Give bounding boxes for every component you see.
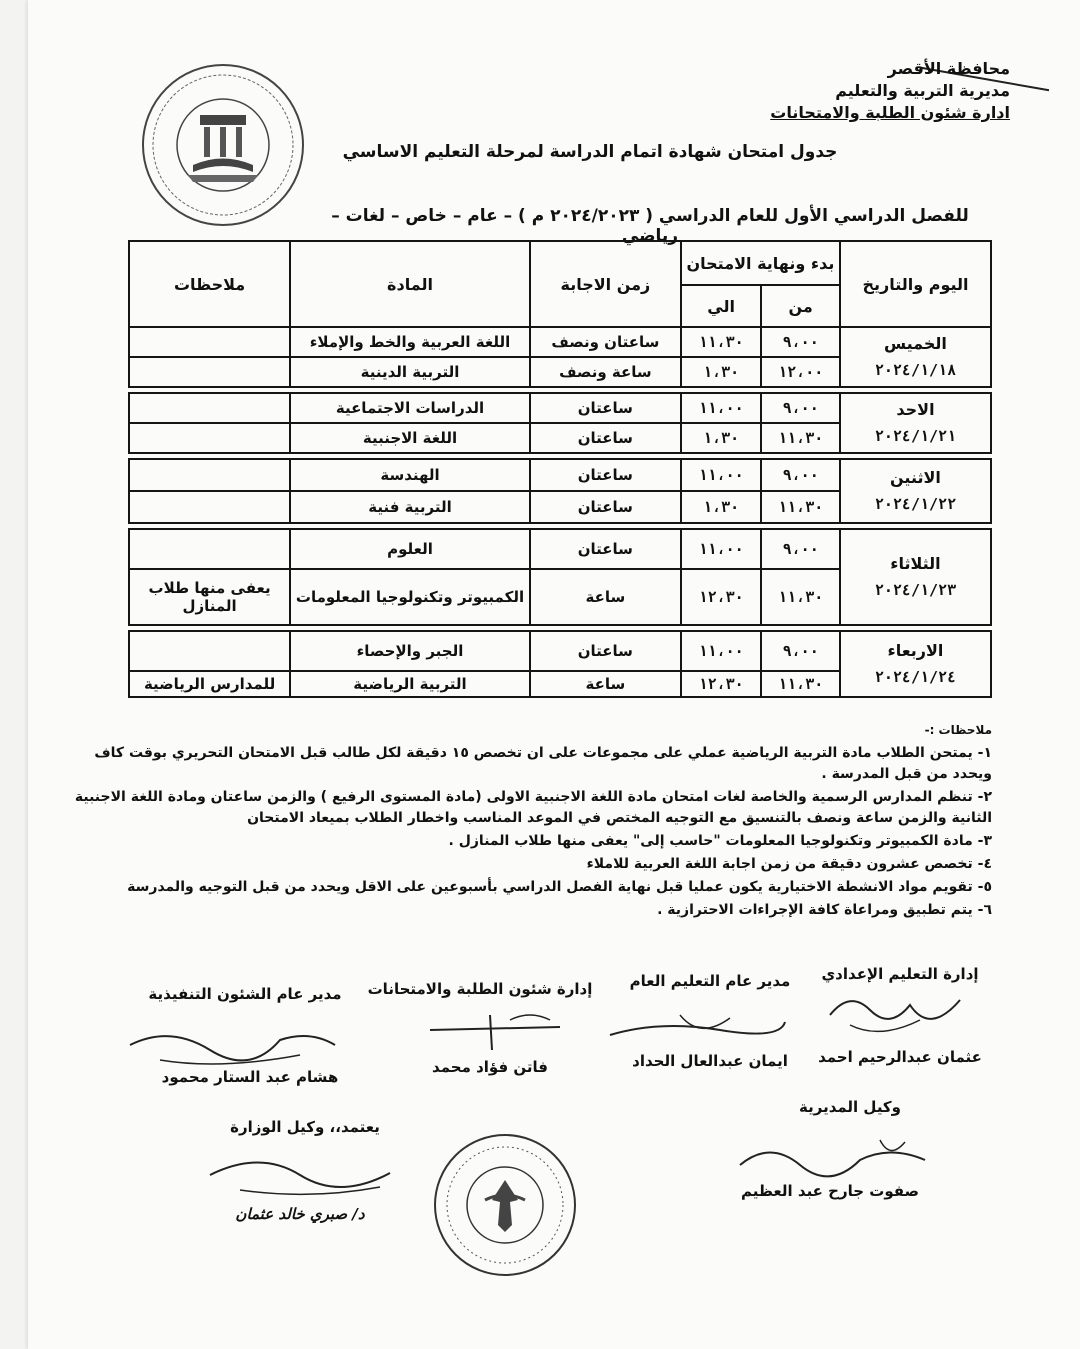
subject: اللغة الاجنبية [290, 423, 530, 453]
end-time: ١١،٣٠ [681, 327, 762, 357]
col-header-duration: زمن الاجابة [530, 241, 681, 327]
handwritten-signature-icon [420, 1005, 570, 1055]
exam-date: ٢٠٢٤/١/٢١ [874, 427, 957, 445]
duration: ساعتان [530, 529, 681, 569]
note-item: ٣- مادة الكمبيوتر وتكنولوجيا المعلومات "حاسب إلى" يعفى منها طلاب المنازل . [448, 833, 992, 849]
start-time: ١١،٣٠ [761, 671, 840, 697]
end-time: ١٢،٣٠ [681, 671, 762, 697]
exam-date: ٢٠٢٤/١/٢٣ [874, 581, 957, 599]
start-time: ١١،٣٠ [761, 423, 840, 453]
notes-cell [129, 631, 290, 671]
issuer-header [690, 58, 1010, 124]
table-header-row [129, 241, 991, 285]
signatory-name: هشام عبد الستار محمود [161, 1068, 339, 1086]
end-time: ١،٣٠ [681, 357, 762, 387]
exam-term-subtitle: للفصل الدراسي الأول للعام الدراسي ( ٢٠٢٤/٢٠٢٣ م ) – عام – خاص – لغات – رياضي [331, 206, 969, 246]
duration: ساعتان ونصف [530, 327, 681, 357]
exam-schedule-table [128, 240, 992, 698]
notes-cell [129, 393, 290, 423]
col-header-to: الي [681, 285, 762, 327]
duration: ساعتان [530, 491, 681, 523]
end-time: ١١،٠٠ [681, 631, 762, 671]
duration: ساعتان [530, 459, 681, 491]
col-header-day-date: اليوم والتاريخ [840, 241, 991, 327]
start-time: ١١،٣٠ [761, 491, 840, 523]
notes-cell [129, 459, 290, 491]
subject: التربية الرياضية [290, 671, 530, 697]
signature-title: إدارة التعليم الإعدادي [821, 965, 979, 983]
notes-cell: يعفى منها طلاب المنازل [129, 569, 290, 625]
duration: ساعتان [530, 423, 681, 453]
signatory-name: ايمان عبدالعال الحداد [632, 1052, 788, 1070]
handwritten-signature-icon [600, 1000, 790, 1050]
exam-date: ٢٠٢٤/١/٢٢ [874, 495, 957, 513]
col-header-start-end: بدء ونهاية الامتحان [681, 241, 840, 285]
end-time: ١١،٠٠ [681, 393, 762, 423]
duration: ساعتان [530, 631, 681, 671]
notes-cell [129, 491, 290, 523]
table-row [129, 529, 991, 569]
table-row [129, 631, 991, 671]
directorate-name: مديرية التربية والتعليم [835, 81, 1010, 100]
exam-schedule-title: جدول امتحان شهادة اتمام الدراسة لمرحلة التعليم الاساسي [342, 142, 838, 162]
day-name: الاربعاء [887, 641, 944, 660]
governorate-name: محافظة الأقصر [887, 59, 1010, 78]
note-item: ٢- تنظم المدارس الرسمية والخاصة لغات امتحان مادة اللغة الاجنبية الاولى (مادة المستوى الرفيع ) والزمن ساعتان ومادة اللغة الاجنبية الثانية والزمن ساعة ونصف بالتنسيق مع التوجيه المختص في الموعد المناسب واخطار الطلاب بميعاد الامتحان [74, 789, 992, 826]
subject: الكمبيوتر وتكنولوجيا المعلومات [290, 569, 530, 625]
note-item: ١- يمتحن الطلاب مادة التربية الرياضية عملي على مجموعات على ان تخصص ١٥ دقيقة لكل طالب قبل الامتحان التحريري بوقت كاف ويحدد من قبل المدرسة . [94, 745, 992, 782]
note-item: ٥- تقويم مواد الانشطة الاختيارية يكون عمليا قبل نهاية الفصل الدراسي بأسبوعين على الاقل ويحدد من قبل التوجيه والمدرسة [127, 879, 992, 895]
end-time: ١،٣٠ [681, 423, 762, 453]
subject: اللغة العربية والخط والإملاء [290, 327, 530, 357]
day-cell [840, 393, 991, 453]
subject: التربية فنية [290, 491, 530, 523]
table-row [129, 327, 991, 357]
col-header-from: من [761, 285, 840, 327]
subject: الهندسة [290, 459, 530, 491]
subject: التربية الدينية [290, 357, 530, 387]
day-cell [840, 327, 991, 387]
notes-cell [129, 357, 290, 387]
col-header-subject: المادة [290, 241, 530, 327]
subject: الجبر والإحصاء [290, 631, 530, 671]
start-time: ٩،٠٠ [761, 393, 840, 423]
day-name: الثلاثاء [890, 554, 941, 573]
subject: الدراسات الاجتماعية [290, 393, 530, 423]
signature-title: مدير عام التعليم العام [629, 972, 791, 990]
notes-cell [129, 529, 290, 569]
subject: العلوم [290, 529, 530, 569]
deputy-name: صفوت جارح عبد العظيم [740, 1182, 920, 1200]
handwritten-signature-icon [200, 1145, 400, 1205]
signatory-name: فاتن فؤاد محمد [432, 1058, 548, 1076]
notes-section [62, 720, 992, 923]
start-time: ٩،٠٠ [761, 529, 840, 569]
ministry-name: د/ صبري خالد عثمان [235, 1205, 365, 1223]
day-cell [840, 459, 991, 523]
duration: ساعة [530, 569, 681, 625]
day-cell [840, 529, 991, 625]
start-time: ١٢،٠٠ [761, 357, 840, 387]
directorate-logo-icon [138, 60, 308, 230]
end-time: ١١،٠٠ [681, 529, 762, 569]
notes-cell [129, 327, 290, 357]
table-row [129, 459, 991, 491]
day-name: الاثنين [890, 468, 941, 487]
duration: ساعتان [530, 393, 681, 423]
start-time: ٩،٠٠ [761, 459, 840, 491]
notes-cell: للمدارس الرياضية [129, 671, 290, 697]
day-name: الاحد [896, 400, 935, 419]
signature-title: مدير عام الشئون التنفيذية [148, 985, 342, 1003]
signatory-name: عثمان عبدالرحيم احمد [818, 1048, 982, 1066]
deputy-title: وكيل المديرية [799, 1098, 901, 1116]
col-header-notes: ملاحظات [129, 241, 290, 327]
signature-title: إدارة شئون الطلبة والامتحانات [367, 980, 593, 998]
handwritten-signature-icon [730, 1130, 930, 1185]
end-time: ١،٣٠ [681, 491, 762, 523]
end-time: ١١،٠٠ [681, 459, 762, 491]
table-row [129, 393, 991, 423]
duration: ساعة ونصف [530, 357, 681, 387]
start-time: ١١،٣٠ [761, 569, 840, 625]
start-time: ٩،٠٠ [761, 631, 840, 671]
duration: ساعة [530, 671, 681, 697]
notes-cell [129, 423, 290, 453]
department-name: ادارة شئون الطلبة والامتحانات [770, 103, 1010, 122]
note-item: ٦- يتم تطبيق ومراعاة كافة الإجراءات الاحترازية . [657, 902, 992, 918]
handwritten-signature-icon [120, 1015, 340, 1070]
handwritten-signature-icon [820, 985, 970, 1045]
start-time: ٩،٠٠ [761, 327, 840, 357]
ministry-title: يعتمد،، وكيل الوزارة [230, 1118, 380, 1136]
end-time: ١٢،٣٠ [681, 569, 762, 625]
notes-heading: ملاحظات :- [924, 723, 992, 737]
official-stamp-icon [430, 1130, 580, 1280]
note-item: ٤- تخصص عشرون دقيقة من زمن اجابة اللغة العربية للاملاء [586, 856, 992, 872]
exam-date: ٢٠٢٤/١/٢٤ [874, 668, 957, 686]
day-cell [840, 631, 991, 697]
day-name: الخميس [884, 334, 947, 353]
exam-date: ٢٠٢٤/١/١٨ [874, 361, 957, 379]
